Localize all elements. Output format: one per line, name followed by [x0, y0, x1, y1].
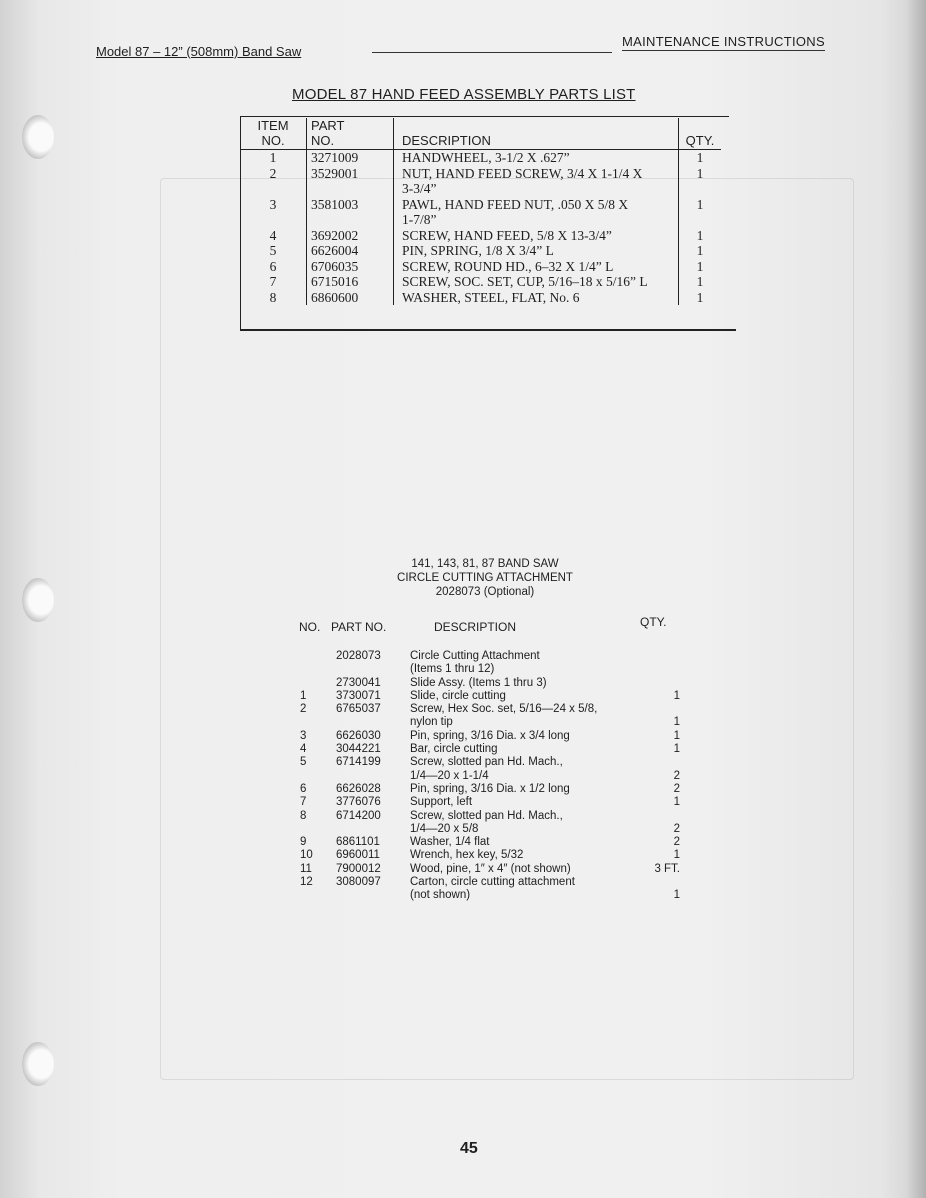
description: Screw, slotted pan Hd. Mach., — [410, 809, 563, 822]
col-header-description: DESCRIPTION — [394, 118, 679, 150]
part-number: 6706035 — [311, 258, 359, 274]
part-number: 3581003 — [311, 196, 359, 212]
description: Washer, 1/4 flat — [410, 836, 490, 849]
part-qty: 1 — [679, 197, 722, 228]
parts-row — [240, 259, 721, 275]
description: (Items 1 thru 12) — [410, 663, 495, 676]
col-header-item: ITEM NO. — [240, 118, 307, 150]
part-description: NUT, HAND FEED SCREW, 3/4 X 1-1/4 X 3-3/4” — [394, 166, 679, 197]
description: Slide, circle cutting — [410, 689, 506, 702]
part-no: 3044221 — [336, 743, 381, 756]
description: Screw, Hex Soc. set, 5/16—24 x 5/8, — [410, 703, 598, 716]
hand-feed-parts-table — [240, 118, 721, 305]
item-no: 7 — [300, 796, 307, 809]
part-description: SCREW, ROUND HD., 6–32 X 1/4” L — [394, 259, 679, 275]
hand-feed-table-bottom-rule — [240, 329, 736, 331]
part-qty: 1 — [679, 290, 722, 306]
part-no: 6626028 — [336, 782, 381, 795]
parts-row — [240, 274, 721, 290]
description: Screw, slotted pan Hd. Mach., — [410, 756, 563, 769]
part-description: PAWL, HAND FEED NUT, .050 X 5/8 X 1-7/8” — [394, 197, 679, 228]
item-no: 8 — [300, 809, 307, 822]
description: (not shown) — [410, 889, 471, 902]
item-number: 5 — [240, 243, 307, 259]
col-header-desc: DESCRIPTION — [434, 620, 517, 634]
part-number: 3529001 — [311, 165, 359, 181]
item-number: 4 — [240, 228, 307, 244]
part-description: HANDWHEEL, 3-1/2 X .627” — [394, 150, 679, 166]
item-number: 3 — [240, 197, 307, 228]
item-no: 10 — [300, 849, 313, 862]
parts-row — [240, 228, 721, 244]
quantity: 1 — [673, 716, 680, 729]
quantity: 1 — [673, 689, 680, 702]
part-description: PIN, SPRING, 1/8 X 3/4” L — [394, 243, 679, 259]
parts-row — [240, 150, 721, 166]
part-description: SCREW, HAND FEED, 5/8 X 13-3/4” — [394, 228, 679, 244]
description: nylon tip — [410, 716, 453, 729]
parts-row — [240, 290, 721, 306]
parts-row — [240, 166, 721, 197]
description: 1/4—20 x 5/8 — [410, 822, 479, 835]
item-no: 11 — [300, 862, 312, 875]
parts-row — [240, 243, 721, 259]
part-number: 6626004 — [311, 243, 359, 258]
circle-cutting-title: 141, 143, 81, 87 BAND SAW CIRCLE CUTTING ATTACHMENT 2028073 (Optional) — [397, 558, 573, 598]
page-number: 45 — [460, 1140, 478, 1157]
hand-feed-title: MODEL 87 HAND FEED ASSEMBLY PARTS LIST — [292, 86, 636, 103]
part-no: 3776076 — [336, 796, 381, 809]
binder-hole-top — [22, 115, 54, 159]
quantity: 1 — [673, 743, 680, 756]
part-number: 6860600 — [311, 289, 359, 305]
part-qty: 1 — [679, 150, 722, 166]
item-no: 3 — [300, 729, 307, 742]
description: Slide Assy. (Items 1 thru 3) — [410, 676, 547, 689]
quantity: 1 — [673, 889, 680, 902]
description: Circle Cutting Attachment — [410, 650, 540, 662]
part-qty: 1 — [679, 243, 722, 259]
description: Wood, pine, 1″ x 4″ (not shown) — [410, 862, 571, 875]
quantity: 1 — [673, 796, 680, 809]
col-header-part-no: PART NO. — [331, 620, 387, 634]
item-number: 7 — [240, 274, 307, 290]
part-no: 6765037 — [336, 703, 381, 716]
description: Bar, circle cutting — [410, 743, 498, 756]
quantity: 2 — [673, 822, 680, 835]
part-no: 7900012 — [336, 862, 381, 875]
part-no: 6626030 — [336, 729, 381, 742]
part-qty: 1 — [679, 274, 722, 290]
item-no: 6 — [300, 782, 307, 795]
part-no: 2730041 — [336, 676, 381, 689]
quantity: 1 — [673, 729, 680, 742]
part-number: 6715016 — [311, 274, 359, 289]
col-header-part: PART NO. — [307, 118, 394, 150]
item-no: 9 — [300, 836, 307, 849]
description: Carton, circle cutting attachment — [410, 876, 575, 889]
col-header-qty2: QTY. — [640, 615, 667, 629]
item-no: 4 — [300, 743, 307, 756]
item-number: 2 — [240, 166, 307, 197]
part-no: 6960011 — [336, 849, 380, 862]
header-model: Model 87 – 12” (508mm) Band Saw — [96, 44, 302, 59]
part-number: 3271009 — [311, 150, 359, 165]
quantity: 3 FT. — [654, 862, 680, 875]
col-header-no: NO. — [299, 620, 321, 634]
item-no: 5 — [300, 756, 307, 769]
part-no: 6714199 — [336, 756, 381, 769]
part-no: 3730071 — [336, 689, 381, 702]
part-no: 2028073 — [336, 650, 381, 662]
part-no: 6861101 — [336, 836, 380, 849]
part-qty: 1 — [679, 228, 722, 244]
description: Pin, spring, 3/16 Dia. x 3/4 long — [410, 729, 570, 742]
binder-hole-bottom — [22, 1042, 54, 1086]
quantity: 1 — [673, 849, 680, 862]
quantity: 2 — [673, 836, 680, 849]
item-no: 2 — [300, 703, 307, 716]
part-no: 6714200 — [336, 809, 381, 822]
binder-hole-middle — [22, 578, 54, 622]
part-qty: 1 — [679, 166, 722, 197]
item-no: 12 — [300, 876, 313, 889]
item-number: 6 — [240, 259, 307, 275]
part-description: WASHER, STEEL, FLAT, No. 6 — [394, 290, 679, 306]
part-no: 3080097 — [336, 876, 381, 889]
parts-row — [240, 197, 721, 228]
description: 1/4—20 x 1-1/4 — [410, 769, 489, 782]
part-description: SCREW, SOC. SET, CUP, 5/16–18 x 5/16” L — [394, 274, 679, 290]
item-number: 8 — [240, 290, 307, 306]
description: Support, left — [410, 796, 473, 809]
part-number: 3692002 — [311, 227, 359, 243]
quantity: 2 — [673, 782, 680, 795]
header-rule — [372, 52, 612, 53]
item-no: 1 — [300, 689, 307, 702]
page-edge-shadow — [906, 0, 926, 1198]
item-number: 1 — [240, 150, 307, 166]
header-section: MAINTENANCE INSTRUCTIONS — [622, 34, 825, 49]
col-header-qty: QTY. — [679, 118, 722, 150]
description: Wrench, hex key, 5/32 — [410, 849, 524, 862]
quantity: 2 — [673, 769, 680, 782]
description: Pin, spring, 3/16 Dia. x 1/2 long — [410, 782, 570, 795]
part-qty: 1 — [679, 259, 722, 275]
